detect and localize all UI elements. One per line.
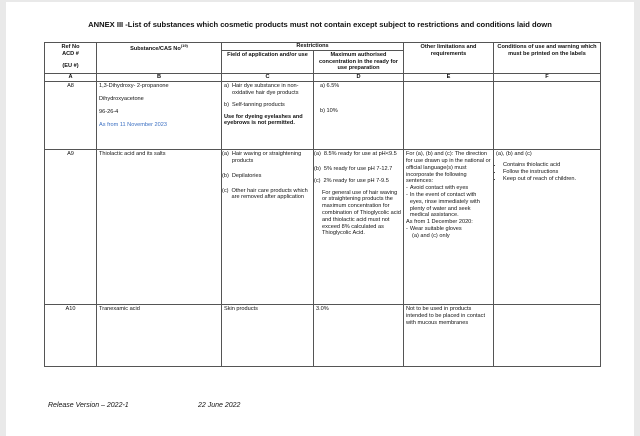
other-cell: Not to be used in products intended to be placed in contact with mucous membranes [404,305,494,367]
ref-header: Ref No ACD # (EU #) [45,43,97,74]
restrictions-header: Restrictions [222,43,404,51]
conditions-cell: (a), (b) and (c) • Contains thiolactic acid • Follow the instructions • Keep out of reach of children. [494,150,601,305]
list-item: • Follow the instructions [503,169,598,176]
release-version: Release Version – 2022-1 [48,402,129,409]
effective-date-note: As from 11 November 2023 [99,121,167,128]
annex-title: ANNEX III -List of substances which cosmetic products must not contain except subject to restrictions and conditions laid down [88,20,552,29]
field-cell: Skin products [222,305,314,367]
field-cell: a) Hair dye substance in non- oxidative hair dye products b) Self-tanning products Use for dyeing eyelashes and eyebrows is not permitted. [222,82,314,150]
ref-cell: A10 [45,305,97,367]
other-cell [404,82,494,150]
list-item: • Keep out of reach of children. [503,176,598,183]
conditions-cell [494,305,601,367]
substance-header: Substance/CAS No$^{(19)}$ [97,43,222,74]
max-cell: a) 6.5% b) 10% [314,82,404,150]
max-concentration-header: Maximum authorised concentration in the ready for use preparation [314,50,404,73]
max-cell: (a) 8.5% ready for use at pH<9.5 (b) 5% ready for use pH 7-12.7 (c) 2% ready for use pH 7-9.5 For general use of hair waving or straightening products the maximum concentration for combination of Thioglycolic acid and thiolactic acid must not exceed 8% calculated as Thioglycolic Acid. [314,150,404,305]
substance-cell: 1,3-Dihydroxy- 2-propanone Dihydroxyacetone 96-26-4 As from 11 November 2023 [97,82,222,150]
ref-cell: A8 [45,82,97,150]
release-date: 22 June 2022 [198,402,241,409]
conditions-header: Conditions of use and warning which must be printed on the labels [494,43,601,74]
document-page [6,2,634,436]
warnings-list [496,162,598,182]
header-row-1 [45,43,601,51]
table-row-a10 [45,305,601,367]
substance-cell: Thiolactic acid and its salts [97,150,222,305]
substance-cell: Tranexamic acid [97,305,222,367]
other-cell: For (a), (b) and (c): The direction for use drawn up in the national or official language(s) must incorporate the following sentences: - Avoid contact with eyes - In the event of contact with eyes, rinse immediately with plenty of water and seek medical assistance. As from 1 December 2020: - Wear suitable gloves (a) and (c) only [404,150,494,305]
field-cell: (a) Hair waving or straightening products (b) Depilatories (c) Other hair care products which are removed after application [222,150,314,305]
conditions-cell [494,82,601,150]
list-item: • Contains thiolactic acid [503,162,598,169]
restrictions-table [44,42,601,367]
field-header: Field of application and/or use [222,50,314,73]
other-limitations-header: Other limitations and requirements [404,43,494,74]
ref-cell: A9 [45,150,97,305]
column-letters-row: A B C D E F [45,74,601,82]
table-row-a8 [45,82,601,150]
max-cell: 3.0% [314,305,404,367]
table-row-a9 [45,150,601,305]
